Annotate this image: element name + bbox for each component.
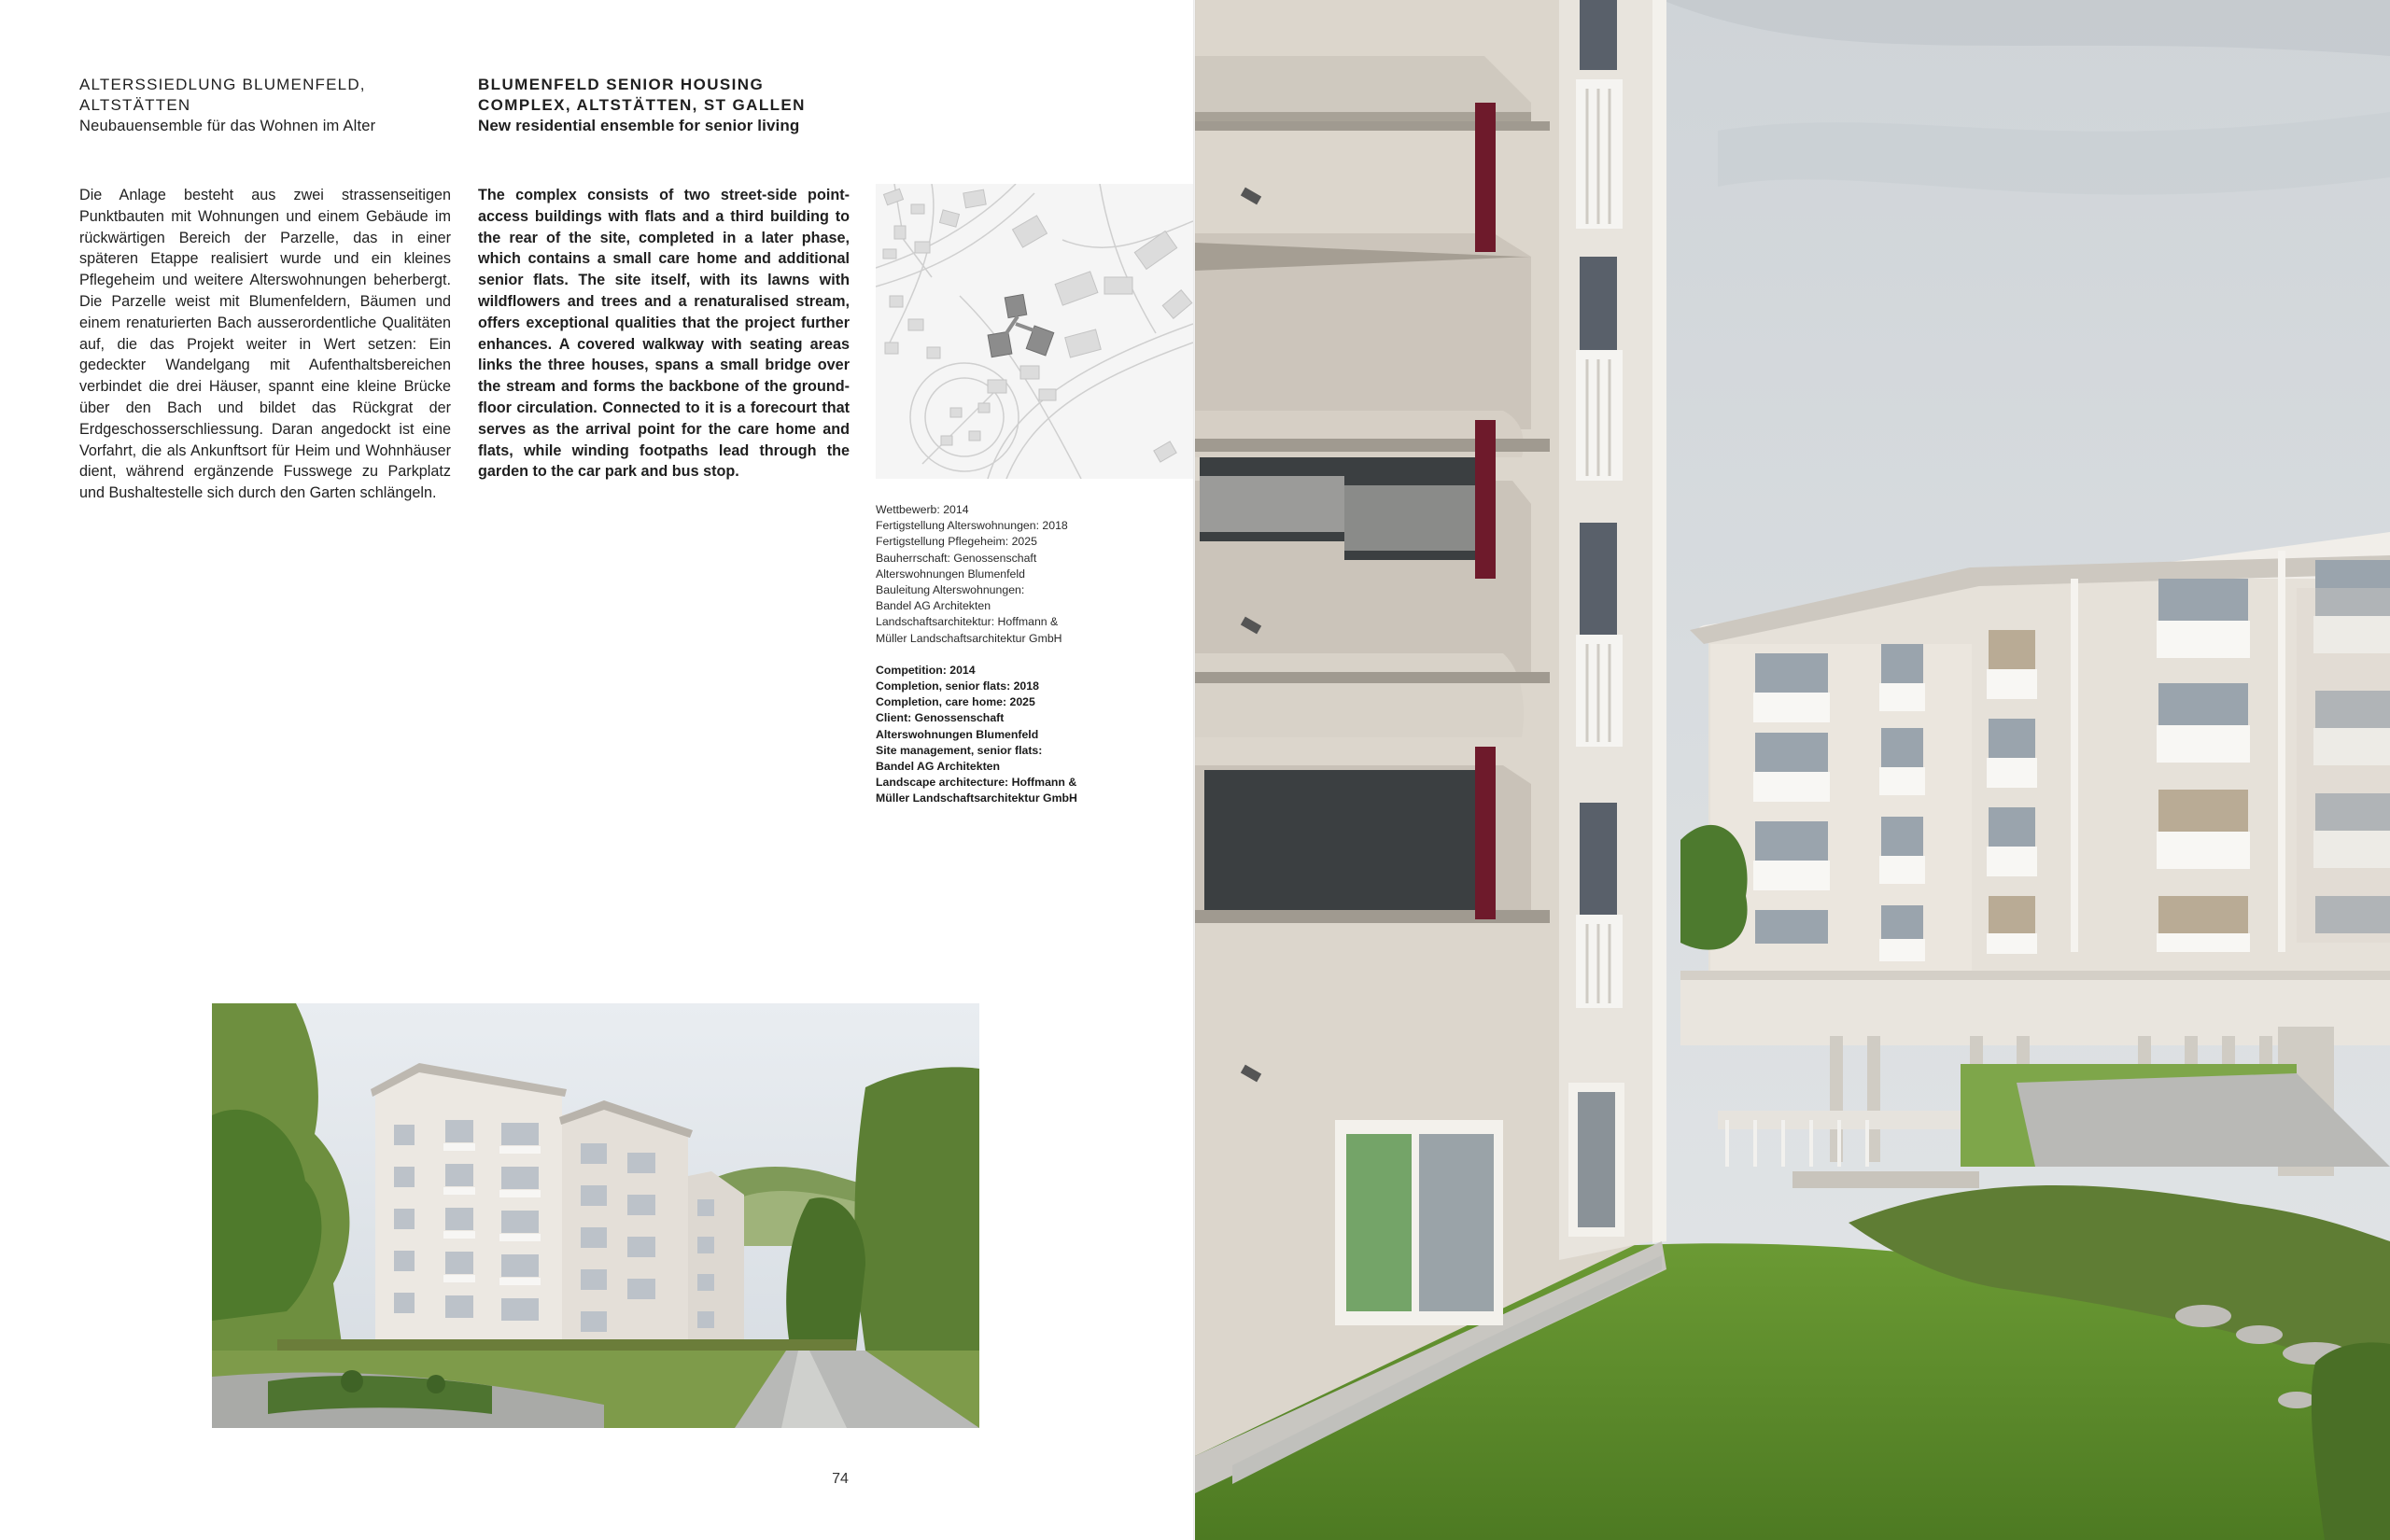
book-gutter [1193,0,1196,1540]
german-title: ALTERSSIEDLUNG BLUMENFELD, ALTSTÄTTEN [79,76,366,114]
street-view-photo [212,1003,979,1428]
credit-line: Fertigstellung Alterswohnungen: 2018 [876,519,1068,533]
site-plan-map [876,184,1193,479]
credit-line: Alterswohnungen Blumenfeld [876,727,1039,741]
english-heading [478,75,851,136]
german-subtitle: Neubauensemble für das Wohnen im Alter [79,118,376,134]
credit-line: Bandel AG Architekten [876,760,1001,774]
credit-line: Fertigstellung Pflegeheim: 2025 [876,535,1037,549]
german-body-text: Die Anlage besteht aus zwei strassenseitigen Punktbauten mit Wohnungen und einem Gebäude im rückwärtigen Bereich der Parzelle, das in einer späteren Etappe realisiert wurde und ein kleines Pflegeheim und weitere Alterswohnungen beherbergt. Die Parzelle weist mit Blumenfeldern, Bäumen und einem renaturierten Bach ausserordentliche Qualitäten auf, die das Projekt weiter in Wert setzen: Ein gedeckter Wandelgang mit Aufenthaltsbereichen verbindet die drei Häuser, spannt eine kleine Brücke über den Bach und bildet das Rückgrat der Erdgeschosserschliessung. Daran angedockt ist eine Vorfahrt, die als Ankunftsort für Heim und Wohnhäuser dient, während ergänzende Fusswege zu Parkplatz und Bushaltestelle sich durch den Garten schlängeln. [79,187,451,502]
credit-line: Landschaftsarchitektur: Hoffmann & [876,615,1059,629]
german-heading [79,75,415,136]
project-credits [876,502,1118,807]
credit-line: Completion, care home: 2025 [876,695,1035,709]
right-page [1195,0,2390,1540]
credits-german [876,502,1118,647]
credit-line: Bandel AG Architekten [876,599,991,613]
credit-line: Bauleitung Alterswohnungen: [876,583,1025,597]
english-body-text: The complex consists of two street-side point-access buildings with flats and a third building to the rear of the site, completed in a later phase, which contains a small care home and additional senior flats. The site itself, with its lawns with wildflowers and trees and a renaturalised stream, offers exceptional qualities that the project further enhances. A covered walkway with seating areas links the three houses, spans a small bridge over the stream and forms the backbone of the ground-floor circulation. Connected to it is a forecourt that serves as the arrival point for the care home and flats, while winding footpaths lead through the garden to the car park and bus stop. [478,187,850,481]
english-subtitle: New residential ensemble for senior living [478,117,800,134]
credit-line: Alterswohnungen Blumenfeld [876,567,1025,581]
english-title: BLUMENFELD SENIOR HOUSING COMPLEX, ALTSTÄTTEN, ST GALLEN [478,76,806,114]
credit-line: Müller Landschaftsarchitektur GmbH [876,791,1077,805]
credit-line: Completion, senior flats: 2018 [876,679,1039,693]
credit-line: Client: Genossenschaft [876,711,1005,725]
credit-line: Bauherrschaft: Genossenschaft [876,551,1037,565]
credit-line: Site management, senior flats: [876,743,1043,757]
credit-line: Müller Landschaftsarchitektur GmbH [876,631,1062,645]
credit-line: Landscape architecture: Hoffmann & [876,776,1077,790]
building-courtyard-photo [1195,0,2390,1540]
page-number: 74 [832,1471,849,1487]
credit-line: Competition: 2014 [876,663,976,677]
credits-english [876,663,1118,807]
credit-line: Wettbewerb: 2014 [876,503,969,516]
